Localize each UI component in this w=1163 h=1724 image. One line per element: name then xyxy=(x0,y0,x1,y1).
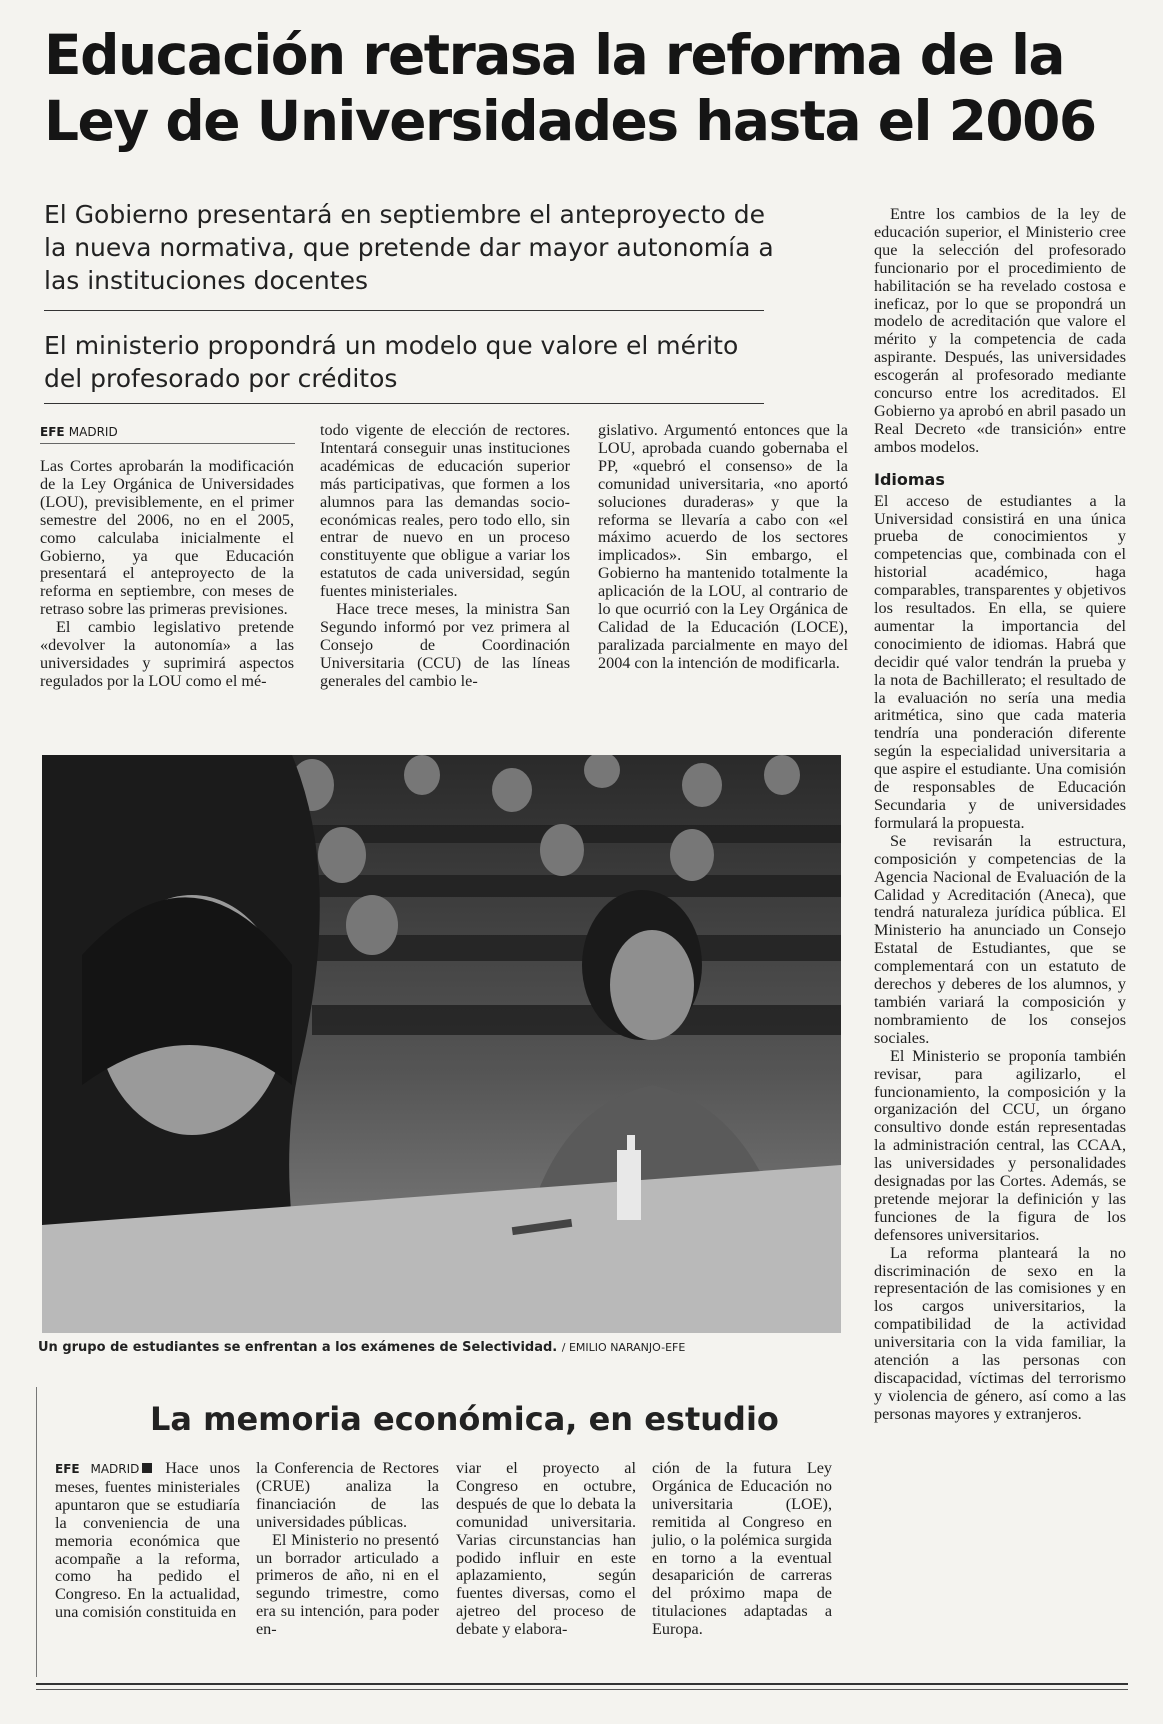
subheadline-1: El Gobierno presentará en septiembre el anteproyecto de la nueva normativa, que pretende dar mayor autonomía a las instituciones docentes xyxy=(44,200,774,295)
paragraph: La reforma planteará la no discriminación de sexo en la representación de las comisiones y en los cargos universitarios, la compatibilidad de la actividad universitaria con la vida familiar, la atención a las personas con discapacidad, víctimas del terrorismo y violencia de género, así como a las personas mayores y extranjeros. xyxy=(874,1243,1126,1423)
box-column-4 xyxy=(652,1460,832,1639)
byline xyxy=(40,425,118,439)
paragraph: Se revisarán la estructura, composición y competencias de la Agencia Nacional de Evaluación de la Calidad y Acreditación (Aneca), que tendrá naturaleza jurídica pública. El Ministerio ha anunciado un Consejo Estatal de Estudiantes, que se complementará con un estatuto de derechos y deberes de los alumnos, y también variará la composición y nombramiento de los consejos sociales. xyxy=(874,831,1126,1047)
headline-line-1: Educación retrasa la reforma de la xyxy=(44,23,1065,87)
box-title: La memoria económica, en estudio xyxy=(150,1400,779,1438)
photo-credit: / EMILIO NARANJO-EFE xyxy=(561,1341,686,1354)
divider xyxy=(44,403,764,404)
paragraph: ción de la futura Ley Orgánica de Educación no universitaria (LOE), remitida al Congreso en julio, o la polémica surgida en torno a la eventual desaparición de carreras del próximo mapa de titulaciones adaptadas a Europa. xyxy=(652,1459,832,1639)
bottom-rule xyxy=(36,1689,1128,1690)
box-column-3 xyxy=(456,1460,636,1639)
photo-caption xyxy=(38,1340,798,1355)
headline-line-2: Ley de Universidades hasta el 2006 xyxy=(44,89,1096,153)
paragraph: Las Cortes aprobarán la modificación de la Ley Orgánica de Universidades (LOU), previsiblemente, en el primer semestre del 2006, no en el 2005, como calculaba inicialmente el Gobierno, ya que Educación presentará el anteproyecto de la reforma en septiembre, con meses de retraso sobre las primeras previsiones. xyxy=(40,457,294,619)
news-photo xyxy=(42,755,841,1333)
box-byline-city: MADRID xyxy=(90,1462,140,1476)
article-column-3 xyxy=(598,422,848,673)
paragraph: Hace trece meses, la ministra San Segundo informó por vez primera al Consejo de Coordinación Universitaria (CCU) de las líneas generales del cambio le- xyxy=(320,600,570,690)
article-column-1 xyxy=(40,458,294,691)
byline-city: MADRID xyxy=(68,425,118,439)
box-byline-agency: EFE xyxy=(55,1462,80,1476)
paragraph: El acceso de estudiantes a la Universidad consistirá en una única prueba de conocimientos y competencias que, combinada con el historial académico, haga comparables, transparentes y objetivos los resultados. En ella, se quiere aumentar la importancia del conocimiento de idiomas. Habrá que decidir qué valor tendrán la prueba y la nota de Bachillerato; el resultado de la evaluación no sería una media aritmética, sino que cada materia tendría una ponderación diferente según la especialidad universitaria a que aspire el estudiante. Una comisión de responsables de Educación Secundaria y de universidades formulará la propuesta. xyxy=(874,491,1126,832)
students-exam-photo xyxy=(42,755,841,1333)
box-border-left xyxy=(36,1387,37,1677)
paragraph: Entre los cambios de la ley de educación superior, el Ministerio cree que la selección del profesorado funcionario por el procedimiento de habilitación se ha revelado costosa e ineficaz, por lo que se propondrá un modelo de acreditación que valore el mérito y la competencia de cada aspirante. Después, las universidades escogerán al profesorado mediante concurso entre los acreditados. El Gobierno ya aprobó en abril pasado un Real Decreto «de transición» entre ambos modelos. xyxy=(874,205,1126,456)
square-bullet xyxy=(142,1463,152,1473)
byline-rule xyxy=(40,443,295,444)
article-column-2 xyxy=(320,422,570,691)
subheadline-2: El ministerio propondrá un modelo que valore el mérito del profesorado por créditos xyxy=(44,331,739,393)
section-heading-idiomas: Idiomas xyxy=(874,469,945,489)
paragraph: El Ministerio no presentó un borrador articulado a primeros de año, ni en el segundo trimestre, como era su intención, para poder en- xyxy=(256,1530,439,1639)
paragraph: todo vigente de elección de rectores. Intentará conseguir unas instituciones académicas de educación superior más participativas, que formen a los alumnos para las demandas socio-económicas reales, pero todo ello, sin entrar de nuevo en un proceso constituyente que obligue a variar los estatutos de cada universidad, según fuentes ministeriales. xyxy=(320,421,570,601)
headline xyxy=(44,22,1124,154)
paragraph: El Ministerio se proponía también revisar, para agilizarlo, el funcionamiento, la composición y la organización del CCU, un órgano consultivo donde están representadas la administración central, las CCAA, las universidades y personalidades designadas por las Cortes. Además, se pretende mejorar la definición y las funciones de la figura de los defensores universitarios. xyxy=(874,1046,1126,1244)
divider xyxy=(44,310,764,311)
paragraph: la Conferencia de Rectores (CRUE) analiza la financiación de las universidades públicas. xyxy=(256,1459,439,1531)
box-column-1 xyxy=(55,1460,240,1622)
caption-text: Un grupo de estudiantes se enfrentan a los exámenes de Selectividad. xyxy=(38,1340,558,1355)
article-column-4 xyxy=(874,206,1126,1424)
paragraph: Hace unos meses, fuentes ministeriales apuntaron que se estudiaría la conveniencia de una memoria económica que acompañe a la reforma, como ha pedido el Congreso. En la actualidad, una comisión constituida en xyxy=(55,1459,241,1622)
paragraph: viar el proyecto al Congreso en octubre, después de que lo debata la comunidad universitaria. Varias circunstancias han podido influir en este aplazamiento, según fuentes diversas, como el ajetreo del proceso de debate y elabora- xyxy=(456,1459,636,1639)
paragraph: El cambio legislativo pretende «devolver la autonomía» a las universidades y suprimirá aspectos regulados por la LOU como el mé- xyxy=(40,618,294,690)
byline-agency: EFE xyxy=(40,425,65,439)
paragraph: gislativo. Argumentó entonces que la LOU, aprobada cuando gobernaba el PP, «quebró el consenso» de la comunidad universitaria, «no aportó soluciones duraderas» y que la reforma se llevaría a cabo con «el máximo acuerdo de los sectores implicados». Sin embargo, el Gobierno ha mantenido totalmente la aplicación de la LOU, al contrario de lo que ocurrió con la Ley Orgánica de Calidad de la Educación (LOCE), paralizada parcialmente en mayo del 2004 con la intención de modificarla. xyxy=(598,421,848,672)
box-column-2 xyxy=(256,1460,439,1639)
bottom-rule xyxy=(36,1683,1128,1685)
